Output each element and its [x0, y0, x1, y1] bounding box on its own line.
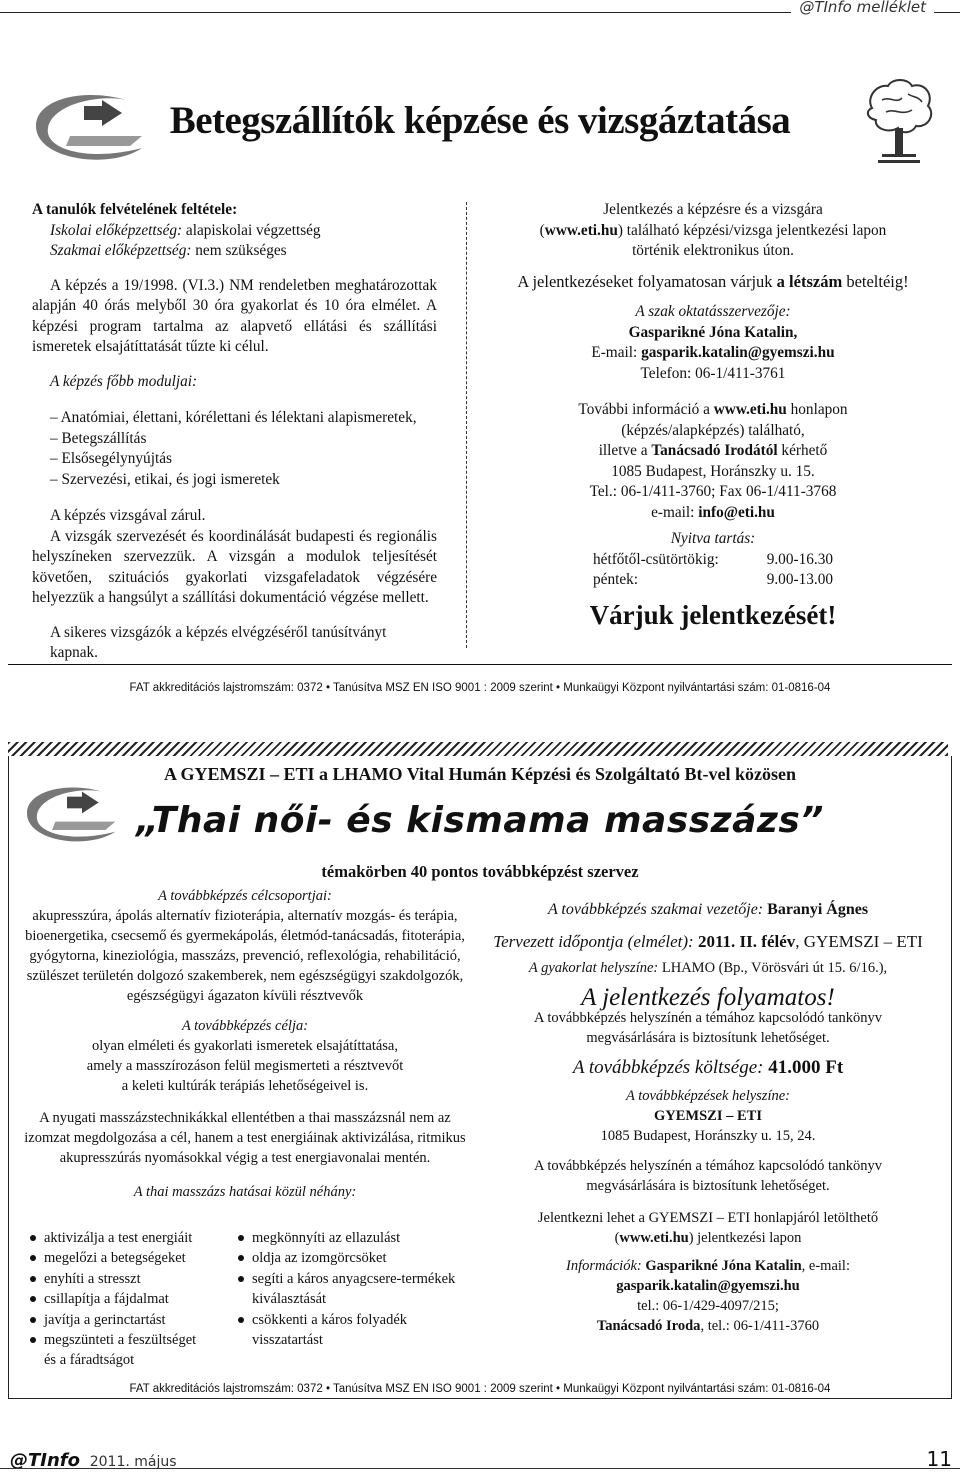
ad2-subtitle: témakörben 40 pontos továbbképzést szervez [321, 862, 639, 881]
more-info-3 [488, 441, 938, 462]
effect-item: megkönnyíti az ellazulást [236, 1228, 476, 1248]
apply-line-1: Jelentkezni lehet a GYEMSZI – ETI honlapjáról letölthető [537, 1210, 879, 1226]
ad1-accreditation: FAT akkreditációs lajstromszám: 0372 • Tanúsítva MSZ EN ISO 9001 : 2009 szerint • Munkaügyi Központ nyilvántartási szám: 01-0816-04 [129, 682, 831, 694]
apply-line-1: Jelentkezés a képzésre és a vizsgára [603, 201, 823, 218]
apply-line-2-post: ) jelentkezési lapon [688, 1230, 802, 1246]
effect-item: megszünteti a feszültséget [28, 1330, 228, 1350]
continuous-bold: a létszám [776, 271, 843, 291]
office-tel: , tel.: 06-1/411-3760 [700, 1318, 820, 1334]
target-text: akupresszúra, ápolás alternatív fizioterápia, alternatív mozgás- és terápia, bioenergetika, csecsemő és gyermekápolás, életmód-tanácsadás, fitoterápia, gyógytorna, kineziológia, masszázs, prevenció, reflexológia, rehabilitáció, szülészet területén dolgozó szakemberek, nem egészségügyi szakdolgozók, egészségügyi ágazaton kívüli résztvevők [25, 908, 465, 1004]
exam-description: A vizsgák szervezését és koordinálását budapesti és regionális helyszíneken szervezzük. A vizsgán a modulok teljesítését követően, szituációs gyakorlati vizsgafeladatok végzésére helyezzük a hangsúlyt a szállítási dokumentáció végzése mellett. [32, 527, 437, 606]
hours-time: 9.00-16.30 [766, 550, 833, 568]
hours-day: hétfőtől-csütörtökig: [593, 550, 719, 568]
book-note-2: A továbbképzés helyszínén a témához kapcsolódó tankönyv megvásárlására is biztosítunk lehetőséget. [534, 1158, 882, 1194]
more-info-3-post: kérhető [777, 442, 828, 459]
training-description: A képzés a 19/1998. (VI.3.) NM rendeletben meghatározottak alapján 40 órás melyből 30 óra gyakorlat és 10 óra elmélet. A képzési program tartalma az alapvető ellátási és szállítási ismeretek elsajátíttatását tűzte ki célul. [32, 276, 437, 355]
practice-line [488, 958, 928, 978]
ad2-frame-left [8, 756, 9, 1398]
certificate-note: A sikeres vizsgázók a képzés elvégzéséről tanúsítványt kapnak. [50, 623, 387, 661]
eti-link[interactable]: www.eti.hu [544, 221, 618, 239]
welcome-text: Várjuk jelentkezését! [589, 599, 837, 630]
apply-line-2 [488, 221, 938, 242]
condition-professional [32, 241, 437, 262]
info-email-pre: , e-mail: [801, 1258, 850, 1274]
header-label: @TInfo melléklet [791, 0, 934, 16]
hours-time: 9.00-13.00 [766, 571, 833, 588]
practice-label: A gyakorlat helyszíne: [528, 960, 659, 976]
effect-item: oldja az izomgörcsöket [236, 1248, 476, 1268]
ad2-left-column [14, 886, 476, 1202]
apply-line-3: történik elektronikus úton. [632, 242, 794, 259]
module-item: – Elsősegélynyújtás [50, 450, 172, 467]
effect-item: csillapítja a fájdalmat [28, 1289, 228, 1309]
office-tel: Tel.: 06-1/411-3760; Fax 06-1/411-3768 [589, 483, 837, 500]
ad1-title: Betegszállítók képzése és vizsgáztatása [169, 99, 791, 142]
hours-table [593, 550, 833, 591]
exam-note: A képzés vizsgával zárul. [50, 507, 206, 524]
organizer-label: A szak oktatásszervezője: [635, 303, 791, 320]
condition-professional-value: nem szükséges [191, 242, 287, 259]
effect-item: segíti a káros anyagcsere-termékek [236, 1269, 476, 1289]
effect-item: javítja a gerinctartást [28, 1310, 228, 1330]
effects-title: A thai masszázs hatásai közül néhány: [133, 1184, 357, 1200]
hours-row [593, 570, 833, 591]
eti-link[interactable]: www.eti.hu [713, 401, 787, 418]
hours-title: Nyitva tartás: [670, 530, 756, 547]
office-line [488, 1316, 928, 1336]
continuous-application [488, 272, 938, 293]
conditions-title: A tanulók felvételének feltétele: [32, 201, 238, 218]
date-value: 2011. II. félév [693, 932, 796, 951]
footer-rule [0, 1468, 960, 1469]
office-name: Tanácsadó Iroda [596, 1318, 701, 1334]
continuous-post: beteltéig! [842, 271, 909, 291]
leader-name: Baranyi Ágnes [763, 901, 869, 918]
hours-row [593, 550, 833, 571]
ad2-frame-bottom [8, 1398, 952, 1399]
email-link[interactable]: gasparik.katalin@gyemszi.hu [641, 344, 835, 361]
apply-line-2-pre: ( [614, 1230, 620, 1246]
info-label: Információk: [566, 1258, 642, 1274]
apply-line-2-post: ) található képzési/vizsga jelentkezési lapon [617, 221, 887, 239]
organizer-name: Gasparikné Jóna Katalin, [628, 323, 798, 341]
leader-label: A továbbképzés szakmai vezetője: [547, 901, 764, 918]
target-title: A továbbképzés célcsoportjai: [158, 888, 332, 904]
date-label: Tervezett időpontja (elmélet): [493, 932, 694, 951]
ad1-left-column [32, 200, 437, 664]
footer-brand: @TInfo [10, 1450, 80, 1471]
column-divider [466, 202, 467, 648]
more-info-2: (képzés/alapképzés) található, [621, 421, 805, 439]
module-item: – Szervezési, etikai, és jogi ismeretek [50, 470, 280, 488]
office-email-link[interactable]: info@eti.hu [698, 503, 775, 521]
venue-name: GYEMSZI – ETI [654, 1108, 762, 1124]
more-info-pre: További információ a [578, 401, 714, 418]
condition-school-label: Iskolai előképzettség: [50, 221, 183, 239]
cost-line [488, 1058, 928, 1078]
cost-value: 41.000 Ft [763, 1057, 844, 1078]
info-name: Gasparikné Jóna Katalin [641, 1258, 802, 1274]
office-email-label: e-mail: [651, 503, 699, 521]
footer-date: 2011. május [89, 1454, 177, 1470]
ad2-right-column [488, 900, 928, 1336]
ad2-title: „Thai női- és kismama masszázs” [136, 800, 824, 841]
eti-arrow-logo-icon [30, 86, 162, 170]
info-email-link[interactable]: gasparik.katalin@gyemszi.hu [616, 1278, 800, 1294]
effect-item-continuation: kiválasztását [252, 1291, 327, 1308]
apply-line-2-pre: ( [539, 221, 545, 239]
book-note-1: A továbbképzés helyszínén a témához kapcsolódó tankönyv megvásárlására is biztosítunk lehetőséget. [534, 1010, 882, 1046]
more-info-post: honlapon [786, 401, 848, 418]
continuous-application: A jelentkezés folyamatos! [581, 984, 835, 1011]
effect-item-continuation: visszatartást [252, 1332, 323, 1349]
effect-item-continuation: és a fáradtságot [44, 1352, 135, 1369]
date-line [488, 932, 928, 952]
cost-label: A továbbképzés költsége: [572, 1057, 764, 1078]
organizer-phone: Telefon: 06-1/411-3761 [640, 364, 786, 382]
leader-line [488, 900, 928, 920]
office-address: 1085 Budapest, Horánszky u. 15. [611, 462, 815, 480]
module-item: – Betegszállítás [50, 429, 147, 447]
modules-list [32, 408, 437, 490]
eti-link[interactable]: www.eti.hu [619, 1230, 689, 1246]
ad2-hatched-border [8, 742, 948, 756]
brain-tree-logo-icon [862, 78, 936, 166]
goal-title: A továbbképzés célja: [181, 1018, 309, 1034]
page-header [0, 0, 960, 26]
contrast-text: A nyugati masszázstechnikákkal ellentétben a thai masszázsnál nem az izomzat megdolgozása a cél, hanem a test energiáinak aktivizálása, ritmikus akupresszúrás nyomásokkal végig a test energiavonalai mentén. [24, 1110, 466, 1166]
effects-column-b [236, 1228, 476, 1350]
effect-item: csökkenti a káros folyadék [236, 1310, 476, 1330]
page-number: 11 [926, 1447, 952, 1471]
more-info-3-pre: illetve a [598, 442, 652, 459]
ad1-right-column [488, 200, 938, 630]
effect-item: megelőzi a betegségeket [28, 1248, 228, 1268]
modules-title: A képzés főbb moduljai: [50, 372, 198, 390]
goal-text: olyan elméleti és gyakorlati ismeretek elsajátíttatása, amely a masszírozáson felül megismerteti a résztvevőt a keleti kultúrák terápiás lehetőségeivel is. [86, 1038, 404, 1094]
info-tel: tel.: 06-1/429-4097/215; [637, 1298, 779, 1314]
effect-item: aktivizálja a test energiáit [28, 1228, 228, 1248]
office-email [488, 503, 938, 524]
condition-school [32, 221, 437, 242]
ad2-header: A GYEMSZI – ETI a LHAMO Vital Humán Képzési és Szolgáltató Bt-vel közösen [163, 764, 796, 784]
module-item: – Anatómiai, élettani, kórélettani és lélektani alapismeretek, [50, 409, 417, 426]
continuous-pre: A jelentkezéseket folyamatosan várjuk [517, 271, 777, 291]
more-info-1 [488, 400, 938, 421]
condition-school-value: alapiskolai végzettség [182, 221, 321, 239]
practice-value: LHAMO (Bp., Vörösvári út 15. 6/16.), [658, 960, 888, 976]
apply-line-2 [488, 1228, 928, 1248]
organizer-email [488, 343, 938, 364]
effect-item: enyhíti a stresszt [28, 1269, 228, 1289]
venue-label: A továbbképzések helyszíne: [625, 1088, 790, 1104]
effects-column-a [28, 1228, 228, 1371]
office-name: Tanácsadó Irodától [651, 442, 778, 459]
ad2-accreditation: FAT akkreditációs lajstromszám: 0372 • Tanúsítva MSZ EN ISO 9001 : 2009 szerint • Munkaügyi Központ nyilvántartási szám: 01-0816-04 [129, 1383, 831, 1395]
date-post: , GYEMSZI – ETI [795, 932, 923, 951]
venue-address: 1085 Budapest, Horánszky u. 15, 24. [600, 1128, 816, 1144]
info-line [488, 1256, 928, 1296]
email-label: E-mail: [591, 344, 642, 361]
ad2-frame-right [951, 756, 952, 1398]
hours-day: péntek: [593, 571, 639, 588]
condition-professional-label: Szakmai előképzettség: [50, 242, 192, 259]
